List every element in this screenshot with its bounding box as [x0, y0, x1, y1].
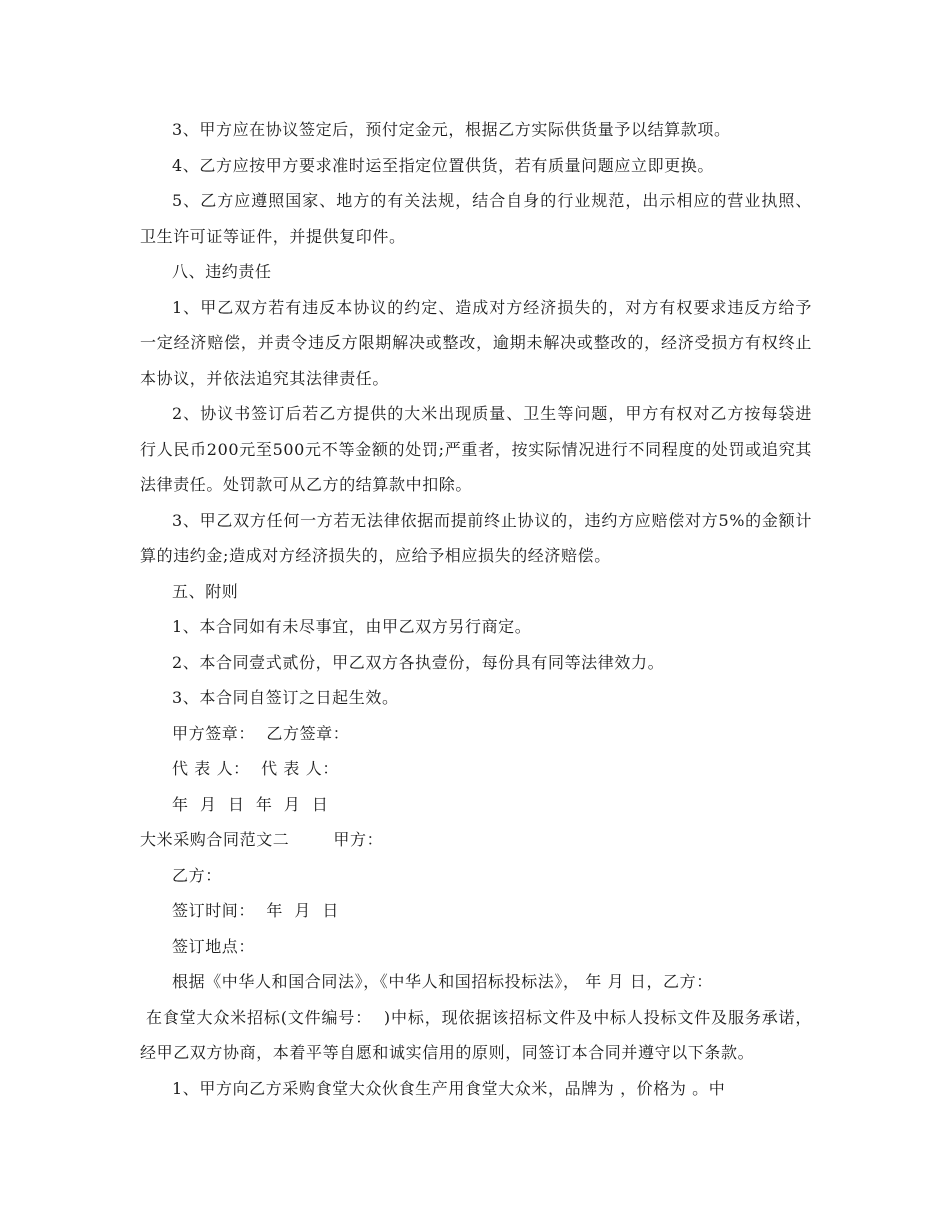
paragraph: 3、甲乙双方任何一方若无法律依据而提前终止协议的，违约方应赔偿对方5%的金额计算的违约金;造成对方经济损失的，应给予相应损失的经济赔偿。: [140, 510, 812, 565]
paragraph: 根据《中华人和国合同法》，《中华人和国招标投标法》， 年 月 日，乙方：: [172, 972, 713, 991]
paragraph: 3、甲方应在协议签定后，预付定金元，根据乙方实际供货量予以结算款项。: [172, 120, 731, 139]
paragraph: 2、本合同壹式贰份，甲乙双方各执壹份，每份具有同等法律效力。: [172, 652, 665, 672]
paragraph: 5、乙方应遵照国家、地方的有关法规，结合自身的行业规范，出示相应的营业执照、卫生许可证等证件，并提供复印件。: [140, 191, 812, 246]
representative-line: 代 表 人： 代 表 人：: [172, 759, 339, 778]
date-line: 年 月 日 年 月 日: [172, 794, 329, 814]
signing-place: 签订地点：: [172, 936, 256, 956]
paragraph: 在食堂大众米招标(文件编号： )中标，现依据该招标文件及中标人投标文件及服务承诺，经甲乙双方协商，本着平等自愿和诚实信用的原则，同签订本合同并遵守以下条款。: [140, 1007, 812, 1062]
paragraph: 2、协议书签订后若乙方提供的大米出现质量、卫生等问题，甲方有权对乙方按每袋进行人民币200元至500元不等金额的处罚;严重者，按实际情况进行不同程度的处罚或追究其法律责任。处罚款可从乙方的结算款中扣除。: [140, 404, 812, 494]
signature-line: 甲方签章： 乙方签章：: [172, 723, 350, 743]
contract-title-line: [140, 822, 812, 858]
paragraph: 1、甲乙双方若有违反本协议的约定、造成对方经济损失的，对方有权要求违反方给予一定经济赔偿，并责令违反方限期解决或整改，逾期未解决或整改的，经济受损方有权终止本协议，并依法追究其法律责任。: [140, 297, 812, 388]
party-b-label: 乙方：: [172, 865, 222, 885]
paragraph: 1、甲方向乙方采购食堂大众伙食生产用食堂大众米，品牌为 ，价格为 。中: [172, 1078, 726, 1098]
section-heading: 八、违约责任: [172, 262, 272, 281]
document-body: [140, 112, 812, 1106]
signing-time: 签订时间： 年 月 日: [172, 901, 339, 920]
paragraph: 3、本合同自签订之日起生效。: [172, 688, 399, 707]
section-heading: 五、附则: [172, 581, 239, 601]
paragraph: 1、本合同如有未尽事宜，由甲乙双方另行商定。: [172, 617, 532, 636]
paragraph: 4、乙方应按甲方要求准时运至指定位置供货，若有质量问题应立即更换。: [172, 155, 714, 175]
contract-title: 大米采购合同范文二: [140, 830, 290, 849]
party-a-label: 甲方：: [333, 830, 384, 849]
